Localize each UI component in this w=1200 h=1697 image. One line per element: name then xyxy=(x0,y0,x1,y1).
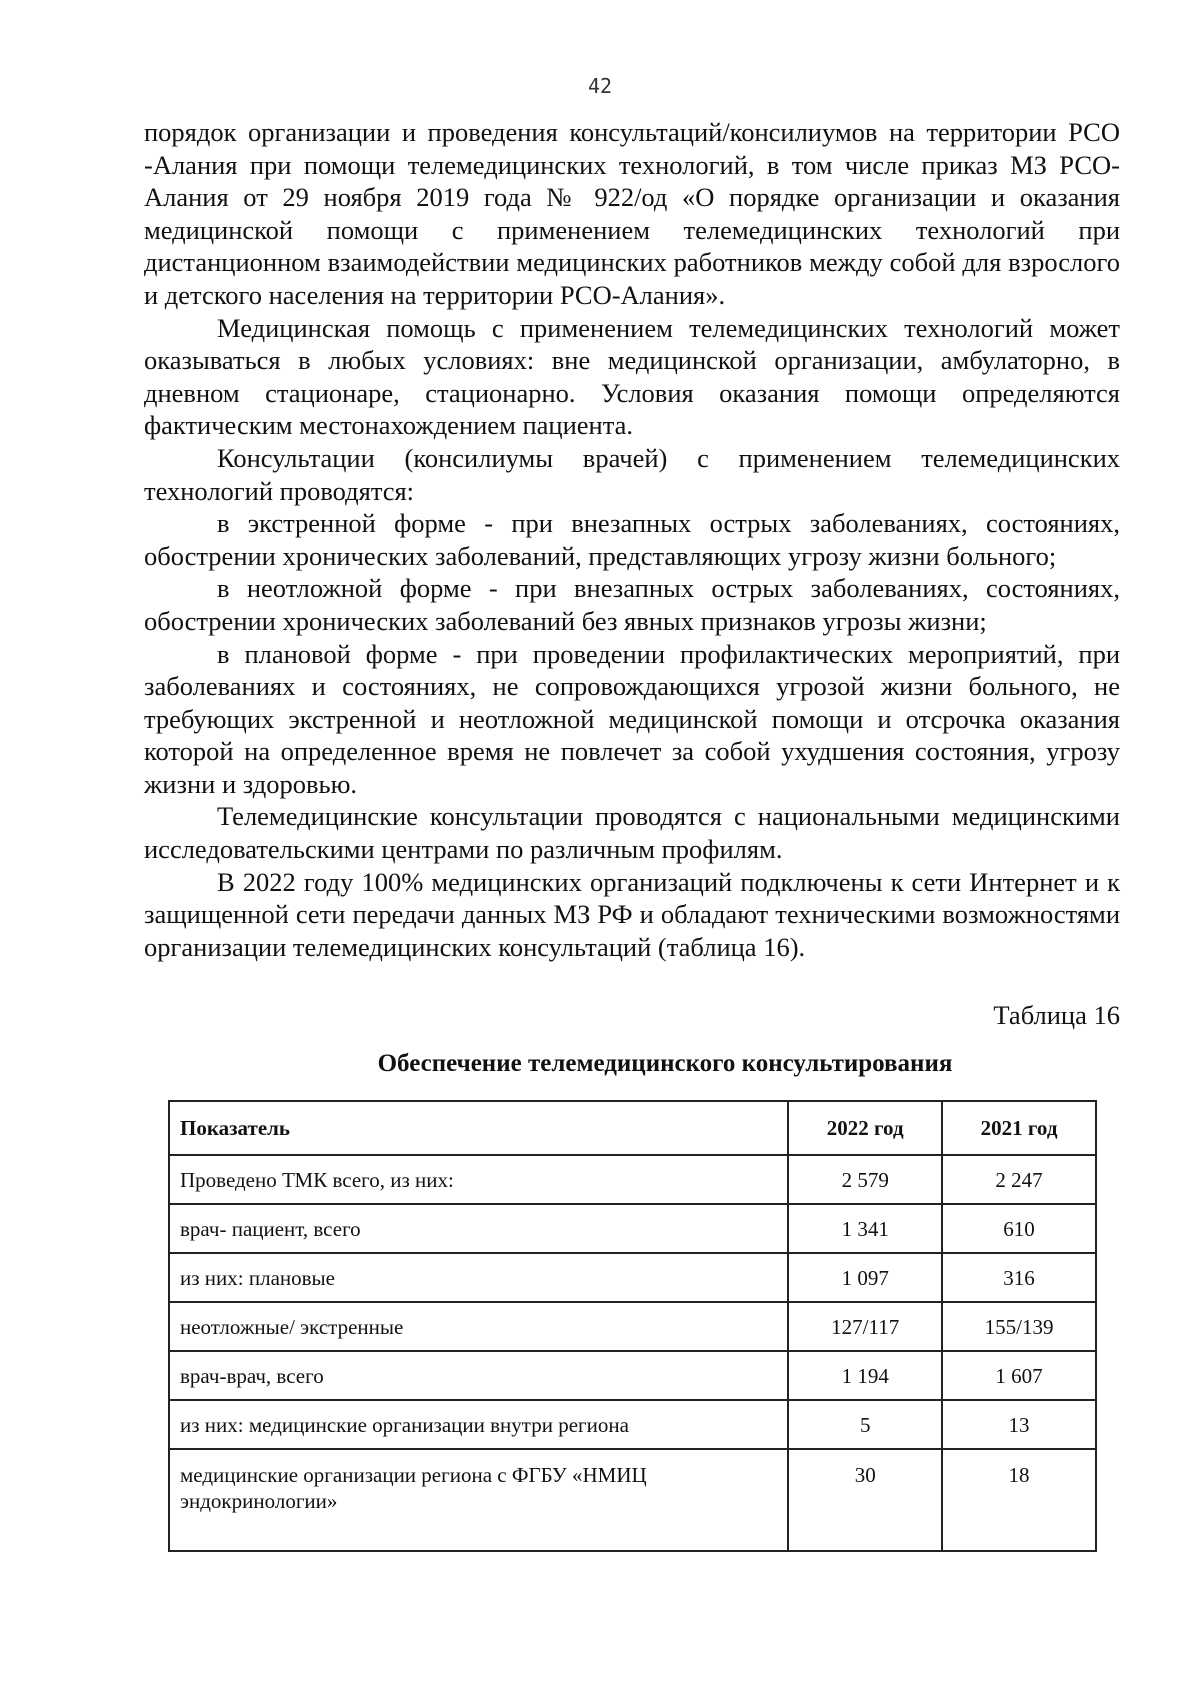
page-number: 42 xyxy=(587,74,613,98)
header-2022: 2022 год xyxy=(788,1101,942,1155)
table-cell-2021: 2 247 xyxy=(942,1155,1096,1204)
table-cell-2022: 30 xyxy=(788,1449,942,1551)
paragraph: порядок организации и проведения консультаций/консилиумов на территории РСО -Алания при помощи телемедицинских технологий, в том числе приказ МЗ РСО-Алания от 29 ноября 2019 года № 922/од «О порядке организации и оказания медицинской помощи с применением телемедицинских технологий при дистанционном взаимодействии медицинских работников между собой для взрослого и детского населения на территории РСО-Алания». xyxy=(144,117,1120,310)
table-cell-label: из них: плановые xyxy=(169,1253,788,1302)
paragraph: Телемедицинские консультации проводятся с национальными медицинскими исследовательскими центрами по различным профилям. xyxy=(144,801,1120,865)
table-cell-label: из них: медицинские организации внутри региона xyxy=(169,1400,788,1449)
table-cell-label: Проведено ТМК всего, из них: xyxy=(169,1155,788,1204)
table-row xyxy=(169,1351,1096,1400)
table-cell-label: врач-врач, всего xyxy=(169,1351,788,1400)
table-row xyxy=(169,1155,1096,1204)
table-cell-2022: 1 194 xyxy=(788,1351,942,1400)
table-cell-2021: 18 xyxy=(942,1449,1096,1551)
table-cell-2022: 1 341 xyxy=(788,1204,942,1253)
table-cell-2021: 610 xyxy=(942,1204,1096,1253)
header-2021: 2021 год xyxy=(942,1101,1096,1155)
table-label: Таблица 16 xyxy=(993,1000,1120,1030)
table-row xyxy=(169,1400,1096,1449)
table-cell-2022: 1 097 xyxy=(788,1253,942,1302)
table-cell-label: медицинские организации региона с ФГБУ «НМИЦ эндокринологии» xyxy=(169,1449,788,1551)
table-row xyxy=(169,1302,1096,1351)
list-item: в экстренной форме - при внезапных острых заболеваниях, состояниях, обострении хронических заболеваний, представляющих угрозу жизни больного; xyxy=(144,508,1120,571)
table-cell-2022: 2 579 xyxy=(788,1155,942,1204)
table-cell-2021: 1 607 xyxy=(942,1351,1096,1400)
table-cell-2022: 5 xyxy=(788,1400,942,1449)
paragraph: Консультации (консилиумы врачей) с применением телемедицинских технологий проводятся: xyxy=(144,442,1120,506)
table-cell-2021: 316 xyxy=(942,1253,1096,1302)
table-title: Обеспечение телемедицинского консультирования xyxy=(377,1050,953,1077)
table-row xyxy=(169,1204,1096,1253)
list-item: в плановой форме - при проведении профилактических мероприятий, при заболеваниях и состояниях, не сопровождающихся угрозой жизни больного, не требующих экстренной и неотложной медицинской помощи и отсрочка оказания которой на определенное время не повлечет за собой ухудшения состояния, угрозу жизни и здоровью. xyxy=(144,638,1120,799)
table-row xyxy=(169,1253,1096,1302)
list-item: в неотложной форме - при внезапных острых заболеваниях, состояниях, обострении хронических заболеваний без явных признаков угрозы жизни; xyxy=(144,573,1120,636)
table-cell-label: неотложные/ экстренные xyxy=(169,1302,788,1351)
table-cell-2021: 155/139 xyxy=(942,1302,1096,1351)
table-header-row xyxy=(169,1101,1096,1155)
header-indicator: Показатель xyxy=(169,1101,788,1155)
table-row xyxy=(169,1449,1096,1551)
body-text xyxy=(144,116,1120,963)
table-cell-2022: 127/117 xyxy=(788,1302,942,1351)
table-cell-2021: 13 xyxy=(942,1400,1096,1449)
paragraph: Медицинская помощь с применением телемедицинских технологий может оказываться в любых условиях: вне медицинской организации, амбулаторно, в дневном стационаре, стационарно. Условия оказания помощи определяются фактическим местонахождением пациента. xyxy=(144,312,1120,441)
paragraph: В 2022 году 100% медицинских организаций подключены к сети Интернет и к защищенной сети передачи данных МЗ РФ и обладают техническими возможностями организации телемедицинских консультаций (таблица 16). xyxy=(144,866,1120,962)
data-table xyxy=(168,1100,1097,1552)
table-cell-label: врач- пациент, всего xyxy=(169,1204,788,1253)
